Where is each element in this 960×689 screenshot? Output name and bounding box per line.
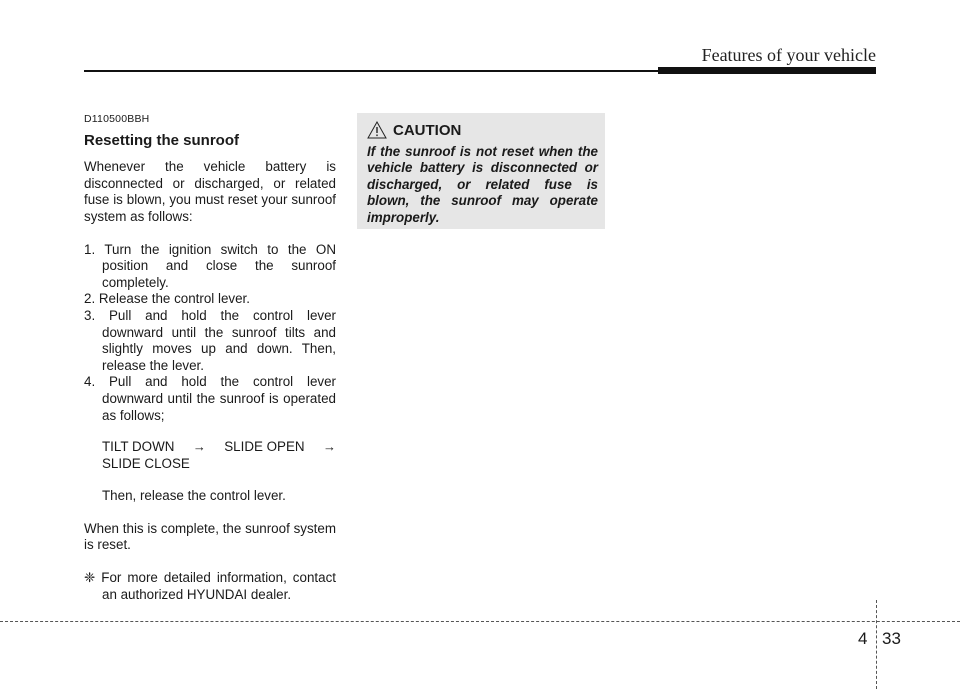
header-title: Features of your vehicle — [701, 45, 876, 65]
dealer-note — [84, 570, 336, 603]
page-number: 33 — [882, 629, 901, 648]
sequence-slide-close: SLIDE CLOSE — [102, 455, 190, 471]
footer-rule — [0, 621, 960, 622]
step-item: 4. Pull and hold the control lever downward until the sunroof is operated as follows; — [84, 374, 336, 423]
arrow-right-icon: → — [192, 439, 206, 455]
step-item: 3. Pull and hold the control lever downward until the sunroof tilts and slightly moves up and down. Then, release the lever. — [84, 307, 336, 373]
complete-paragraph: When this is complete, the sunroof system is reset. — [84, 520, 336, 553]
header-rule-accent — [658, 67, 876, 74]
caution-text: If the sunroof is not reset when the vehicle battery is disconnected or discharged, or related fuse is blown, the sunroof may operate improperly. — [367, 144, 598, 225]
main-column — [84, 111, 336, 603]
chapter-number: 4 — [858, 629, 868, 648]
release-paragraph: Then, release the control lever. — [102, 488, 286, 504]
warning-triangle-icon — [367, 121, 387, 139]
intro-paragraph: Whenever the vehicle battery is disconnected or discharged, or related fuse is blown, you must reset your sunroof system as follows: — [84, 159, 336, 224]
sequence-tilt-down: TILT DOWN — [102, 439, 175, 455]
sequence-slide-open: SLIDE OPEN — [224, 439, 305, 455]
arrow-right-icon: → — [323, 439, 336, 455]
footer-divider — [876, 600, 877, 689]
caution-box — [357, 113, 605, 229]
step-item: 2. Release the control lever. — [84, 291, 250, 307]
section-title: Resetting the sunroof — [84, 131, 240, 149]
step-item: 1. Turn the ignition switch to the ON position and close the sunroof completely. — [84, 241, 336, 290]
steps-list — [84, 242, 336, 425]
caution-title: CAUTION — [393, 121, 462, 139]
note-symbol-icon: ❈ — [84, 570, 96, 586]
section-code: D110500BBH — [84, 113, 150, 125]
note-text: For more detailed information, contact an authorized HYUNDAI dealer. — [101, 570, 336, 602]
operation-sequence — [84, 439, 336, 472]
